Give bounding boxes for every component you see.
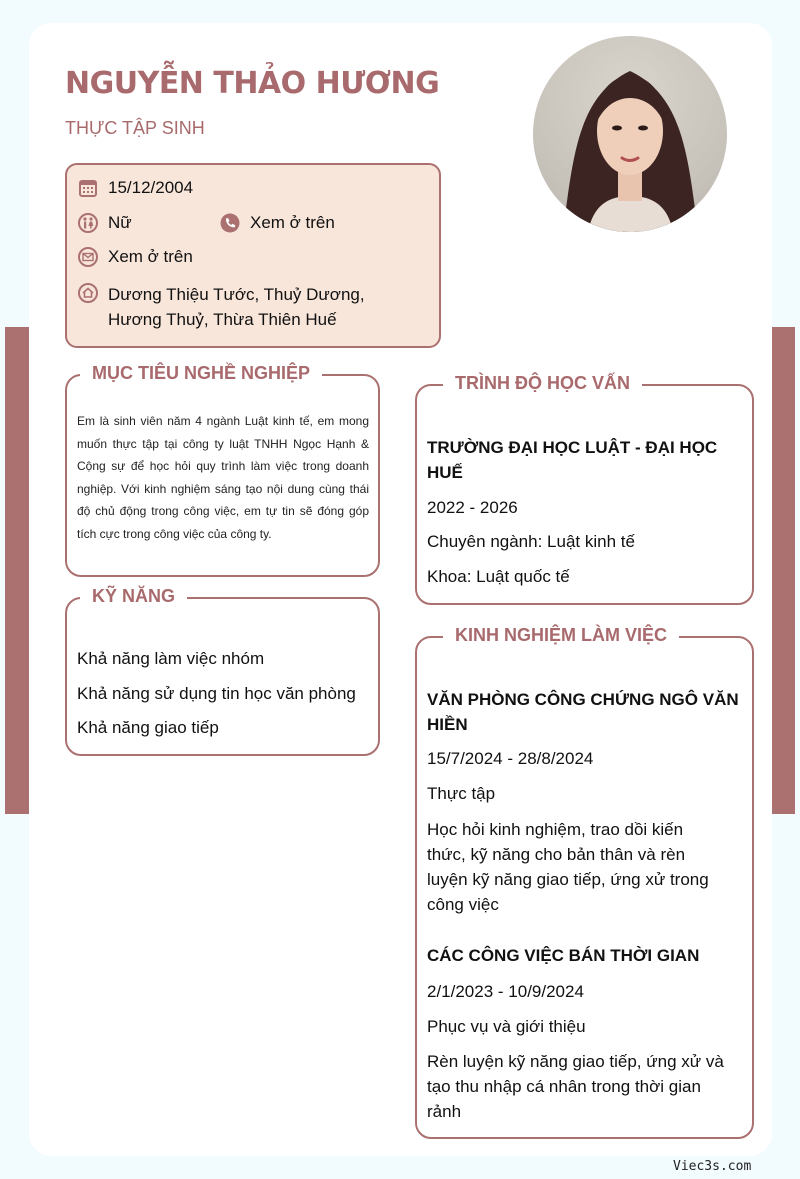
- education-major: Chuyên ngành: Luật kinh tế: [427, 532, 635, 551]
- birthday-row: [78, 178, 193, 198]
- experience-section: [415, 625, 754, 1139]
- education-section: [415, 373, 754, 605]
- education-faculty: Khoa: Luật quốc tế: [427, 567, 570, 586]
- watermark: Viec3s.com: [673, 1159, 752, 1174]
- experience-title: KINH NGHIỆM LÀM VIỆC: [443, 625, 679, 646]
- candidate-name: NGUYỄN THẢO HƯƠNG: [65, 66, 440, 101]
- skill-item: Khả năng giao tiếp: [77, 718, 219, 737]
- skill-item: Khả năng sử dụng tin học văn phòng: [77, 684, 356, 703]
- email-value: Xem ở trên: [108, 247, 193, 266]
- job-description-line: luyện kỹ năng giao tiếp, ứng xử trong: [427, 870, 709, 889]
- skills-title: KỸ NĂNG: [80, 586, 187, 607]
- address-value: [108, 282, 365, 332]
- objective-text: Em là sinh viên năm 4 ngành Luật kinh tế, em mong muốn thực tập tại công ty luật TNHH Ngọc Hạnh & Cộng sự để học hỏi quy trình làm việc trong doanh nghiệp. Với kinh nghiệm sáng tạo nội dung cùng thái độ chủ động trong công việc, em tự tin sẽ đóng góp tích cực trong công việc của công ty.: [77, 414, 369, 541]
- job-description-line: tạo thu nhập cá nhân trong thời gian: [427, 1077, 701, 1096]
- job-role: Thực tập: [427, 784, 496, 803]
- profile-photo: [533, 36, 727, 232]
- right-accent-stripe: [771, 327, 795, 814]
- job-period: 15/7/2024 - 28/8/2024: [427, 749, 594, 768]
- job-company: CÁC CÔNG VIỆC BÁN THỜI GIAN: [427, 946, 700, 965]
- gender-row: [78, 213, 132, 233]
- home-icon: [78, 283, 98, 303]
- job-company: [427, 687, 739, 737]
- job-description-line: rảnh: [427, 1102, 462, 1121]
- gender-value: Nữ: [108, 213, 132, 232]
- job-title: THỰC TẬP SINH: [65, 118, 205, 138]
- school-name-line-1: TRƯỜNG ĐẠI HỌC LUẬT - ĐẠI HỌC: [427, 438, 718, 457]
- left-accent-stripe: [5, 327, 29, 814]
- job-description-line: thức, kỹ năng cho bản thân và rèn: [427, 845, 686, 864]
- objective-section: [65, 363, 380, 577]
- phone-row: [220, 213, 335, 233]
- phone-value: Xem ở trên: [250, 213, 335, 232]
- calendar-icon: [78, 178, 98, 198]
- job-description: [427, 817, 709, 917]
- envelope-icon: [78, 247, 98, 267]
- gender-icon: [78, 213, 98, 233]
- job-description-line: công việc: [427, 895, 499, 914]
- skill-item: Khả năng làm việc nhóm: [77, 649, 265, 668]
- address-line-1: Dương Thiệu Tước, Thuỷ Dương,: [108, 285, 365, 304]
- school-name: [427, 435, 717, 485]
- education-title: TRÌNH ĐỘ HỌC VẤN: [443, 373, 642, 394]
- address-row: [78, 282, 365, 332]
- job-company-line-2: HIỀN: [427, 715, 468, 734]
- job-description: [427, 1049, 724, 1124]
- job-description-line: Học hỏi kinh nghiệm, trao dồi kiến: [427, 820, 684, 839]
- objective-title: MỤC TIÊU NGHỀ NGHIỆP: [80, 363, 322, 384]
- job-description-line: Rèn luyện kỹ năng giao tiếp, ứng xử và: [427, 1052, 724, 1071]
- skills-section: [65, 586, 380, 756]
- job-period: 2/1/2023 - 10/9/2024: [427, 982, 584, 1001]
- job-role: Phục vụ và giới thiệu: [427, 1017, 586, 1036]
- email-row: [78, 247, 193, 267]
- job-company-line-1: VĂN PHÒNG CÔNG CHỨNG NGÔ VĂN: [427, 690, 739, 709]
- address-line-2: Hương Thuỷ, Thừa Thiên Huế: [108, 310, 337, 329]
- birthday-value: 15/12/2004: [108, 178, 194, 197]
- education-years: 2022 - 2026: [427, 498, 518, 517]
- personal-info-box: [65, 163, 441, 348]
- phone-icon: [220, 213, 240, 233]
- school-name-line-2: HUẾ: [427, 463, 463, 482]
